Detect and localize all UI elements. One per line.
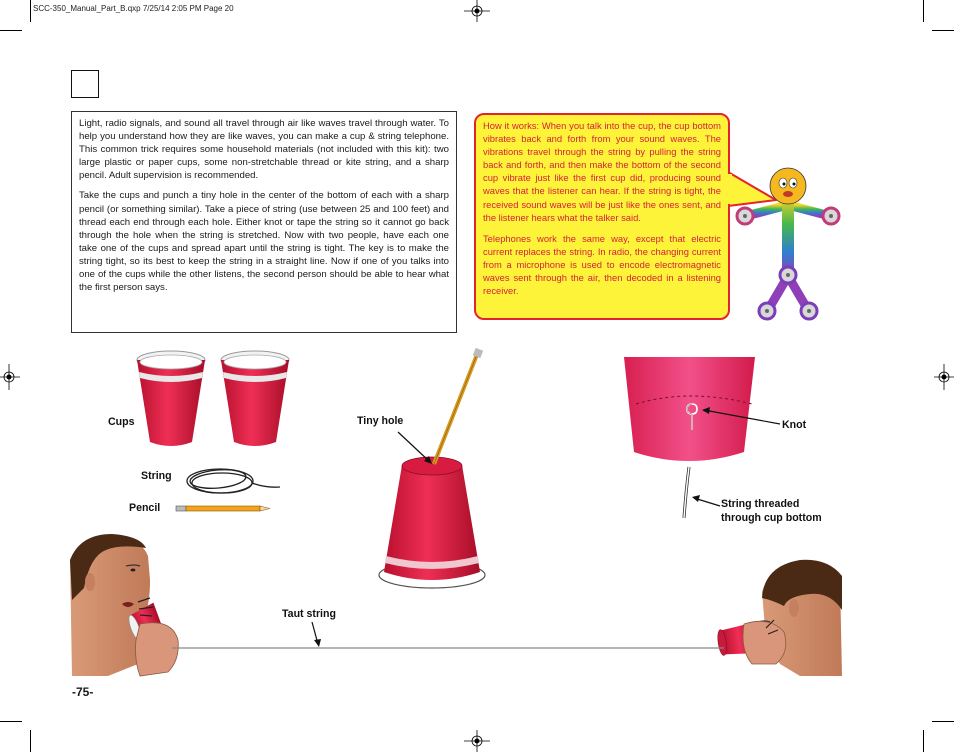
cup-with-knot-illustration [624, 357, 780, 518]
file-slug: SCC-350_Manual_Part_B.qxp 7/25/14 2:05 PM Page 20 [33, 4, 234, 13]
inverted-cup-illustration [379, 348, 485, 588]
listener-illustration [716, 560, 842, 676]
string-coil-icon [187, 468, 280, 493]
pencil-label: Pencil [129, 502, 161, 514]
how-it-works-text: How it works: When you talk into the cup, the cup bottom vibrates back and forth from your sound waves. The vibrations travel through the string by pulling the string back and forth, and then make the bottom of the second cup vibrate just like the first cup did, producing sound waves that the listener can hear. If the string is tight, the received sound waves will be just like the ones sent, and the listener hears what the talker said. [483, 120, 721, 223]
taut-string-arrowhead [314, 639, 321, 647]
taut-string-label: Taut string [282, 608, 336, 620]
page-number: -75- [72, 685, 94, 699]
cup-icon [137, 351, 205, 446]
tiny-hole-label: Tiny hole [357, 415, 404, 427]
cups-label: Cups [108, 416, 135, 428]
tiny-hole-pointer [398, 432, 430, 462]
cup-icon [221, 351, 289, 446]
pencil-icon [176, 506, 270, 511]
telephone-text: Telephones work the same way, except that electric current replaces the string. In radio, the changing current from a microphone is used to encode electromagnetic waves sent through the air, then decoded in a listening receiver. [483, 232, 721, 297]
talker-illustration [70, 534, 178, 676]
through-cup-bottom-label: through cup bottom [721, 512, 822, 524]
robot-mascot [737, 168, 839, 319]
steps-paragraph: Take the cups and punch a tiny hole in the center of the bottom of each with a sharp pencil (or something similar). Take a piece of string (use between 25 and 100 feet) and thread each end through each hole. Either knot or tape the string so it cannot go back through the hole when the string is stretched. Now with two people, have each one take one of the cups and spread apart until the string is tight. The key is to make the string tight, so its best to keep the string in a straight line. Now if one of you talks into one of the cups while the other listens, the second person should be able to hear what the first person says. [79, 190, 449, 294]
string-label: String [141, 470, 172, 482]
string-threaded-label: String threaded [721, 498, 800, 510]
intro-paragraph: Light, radio signals, and sound all travel through air like waves travel through water. To help you understand how they are like waves, you can make a cup & string telephone. This common trick requires some household materials (not included with this kit): two large plastic or paper cups, some non-stretchable thread or kite string, and a sharp pencil. Adult supervision is recommended. [79, 118, 449, 182]
knot-label: Knot [782, 419, 807, 431]
